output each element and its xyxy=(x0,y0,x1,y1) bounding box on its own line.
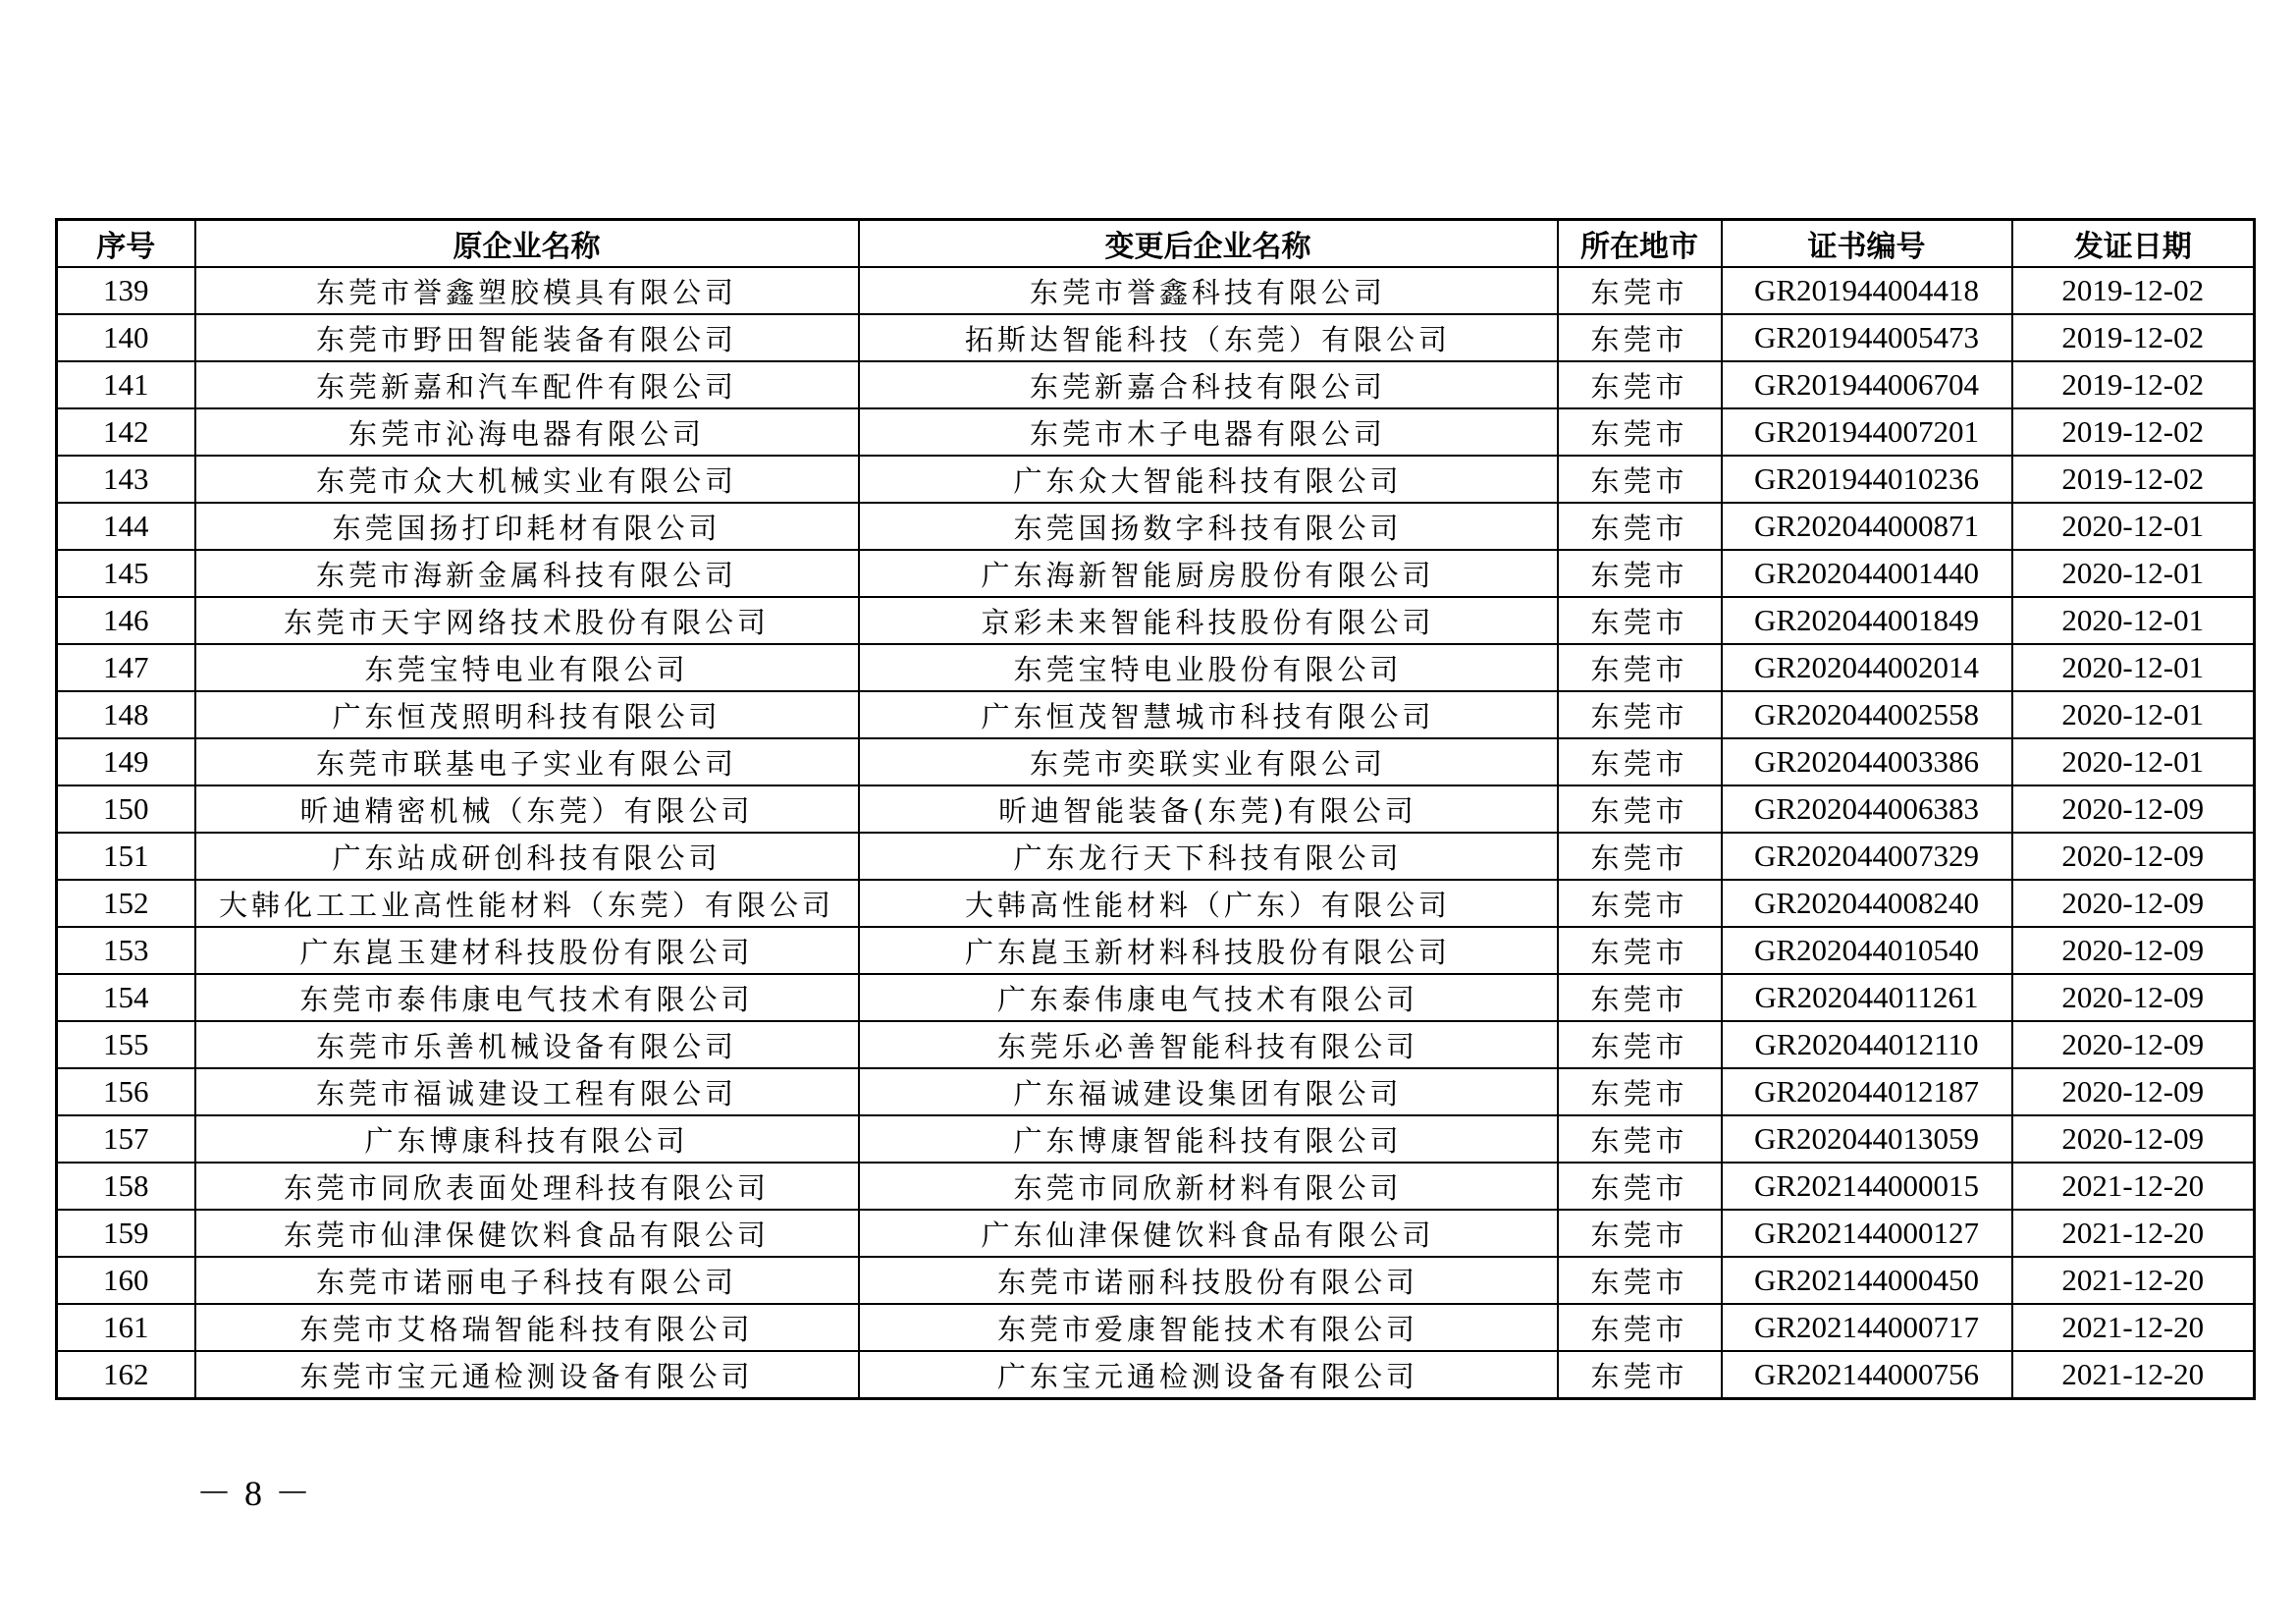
cell-original-company-name: 东莞市诺丽电子科技有限公司 xyxy=(195,1257,859,1304)
cell-city: 东莞市 xyxy=(1558,644,1722,691)
cell-issue-date: 2020-12-09 xyxy=(2012,974,2255,1021)
cell-serial-number: 141 xyxy=(57,361,195,408)
cell-original-company-name: 东莞市野田智能装备有限公司 xyxy=(195,314,859,361)
cell-original-company-name: 东莞市仙津保健饮料食品有限公司 xyxy=(195,1210,859,1257)
cell-issue-date: 2020-12-09 xyxy=(2012,1115,2255,1163)
table-header-row xyxy=(57,220,2255,268)
cell-city: 东莞市 xyxy=(1558,1304,1722,1351)
table-row xyxy=(57,644,2255,691)
cell-certificate-number: GR202144000450 xyxy=(1722,1257,2012,1304)
cell-new-company-name: 东莞乐必善智能科技有限公司 xyxy=(859,1021,1558,1068)
cell-city: 东莞市 xyxy=(1558,927,1722,974)
table-row xyxy=(57,361,2255,408)
cell-serial-number: 160 xyxy=(57,1257,195,1304)
cell-city: 东莞市 xyxy=(1558,1115,1722,1163)
cell-new-company-name: 广东泰伟康电气技术有限公司 xyxy=(859,974,1558,1021)
table-row xyxy=(57,1068,2255,1115)
cell-issue-date: 2020-12-09 xyxy=(2012,927,2255,974)
cell-issue-date: 2021-12-20 xyxy=(2012,1163,2255,1210)
cell-issue-date: 2020-12-09 xyxy=(2012,880,2255,927)
cell-new-company-name: 拓斯达智能科技（东莞）有限公司 xyxy=(859,314,1558,361)
cell-serial-number: 161 xyxy=(57,1304,195,1351)
cell-city: 东莞市 xyxy=(1558,1257,1722,1304)
cell-certificate-number: GR202144000717 xyxy=(1722,1304,2012,1351)
cell-city: 东莞市 xyxy=(1558,503,1722,550)
cell-serial-number: 150 xyxy=(57,785,195,833)
cell-new-company-name: 东莞市誉鑫科技有限公司 xyxy=(859,267,1558,314)
cell-certificate-number: GR202044010540 xyxy=(1722,927,2012,974)
cell-serial-number: 159 xyxy=(57,1210,195,1257)
table-row xyxy=(57,691,2255,738)
cell-issue-date: 2021-12-20 xyxy=(2012,1304,2255,1351)
cell-original-company-name: 昕迪精密机械（东莞）有限公司 xyxy=(195,785,859,833)
cell-city: 东莞市 xyxy=(1558,361,1722,408)
cell-city: 东莞市 xyxy=(1558,1021,1722,1068)
table-row xyxy=(57,1257,2255,1304)
header-city: 所在地市 xyxy=(1558,220,1722,268)
cell-original-company-name: 东莞市海新金属科技有限公司 xyxy=(195,550,859,597)
cell-certificate-number: GR202044000871 xyxy=(1722,503,2012,550)
cell-city: 东莞市 xyxy=(1558,974,1722,1021)
cell-certificate-number: GR202044011261 xyxy=(1722,974,2012,1021)
table-row xyxy=(57,738,2255,785)
cell-city: 东莞市 xyxy=(1558,691,1722,738)
cell-original-company-name: 东莞市誉鑫塑胶模具有限公司 xyxy=(195,267,859,314)
cell-serial-number: 146 xyxy=(57,597,195,644)
cell-original-company-name: 东莞市艾格瑞智能科技有限公司 xyxy=(195,1304,859,1351)
header-serial-number: 序号 xyxy=(57,220,195,268)
cell-new-company-name: 昕迪智能装备(东莞)有限公司 xyxy=(859,785,1558,833)
cell-certificate-number: GR202144000015 xyxy=(1722,1163,2012,1210)
header-issue-date: 发证日期 xyxy=(2012,220,2255,268)
cell-certificate-number: GR202044002014 xyxy=(1722,644,2012,691)
cell-original-company-name: 大韩化工工业高性能材料（东莞）有限公司 xyxy=(195,880,859,927)
table-row xyxy=(57,456,2255,503)
cell-original-company-name: 东莞市天宇网络技术股份有限公司 xyxy=(195,597,859,644)
cell-city: 东莞市 xyxy=(1558,1210,1722,1257)
cell-original-company-name: 东莞市乐善机械设备有限公司 xyxy=(195,1021,859,1068)
cell-new-company-name: 广东宝元通检测设备有限公司 xyxy=(859,1351,1558,1399)
cell-serial-number: 162 xyxy=(57,1351,195,1399)
cell-new-company-name: 东莞宝特电业股份有限公司 xyxy=(859,644,1558,691)
cell-city: 东莞市 xyxy=(1558,267,1722,314)
cell-serial-number: 152 xyxy=(57,880,195,927)
cell-original-company-name: 东莞宝特电业有限公司 xyxy=(195,644,859,691)
cell-new-company-name: 广东海新智能厨房股份有限公司 xyxy=(859,550,1558,597)
cell-issue-date: 2020-12-01 xyxy=(2012,503,2255,550)
cell-issue-date: 2019-12-02 xyxy=(2012,267,2255,314)
cell-issue-date: 2020-12-01 xyxy=(2012,597,2255,644)
cell-certificate-number: GR202144000127 xyxy=(1722,1210,2012,1257)
cell-issue-date: 2019-12-02 xyxy=(2012,456,2255,503)
cell-certificate-number: GR201944004418 xyxy=(1722,267,2012,314)
cell-original-company-name: 东莞国扬打印耗材有限公司 xyxy=(195,503,859,550)
cell-issue-date: 2020-12-09 xyxy=(2012,1068,2255,1115)
cell-serial-number: 145 xyxy=(57,550,195,597)
cell-new-company-name: 广东恒茂智慧城市科技有限公司 xyxy=(859,691,1558,738)
cell-certificate-number: GR202044002558 xyxy=(1722,691,2012,738)
cell-issue-date: 2019-12-02 xyxy=(2012,408,2255,456)
cell-issue-date: 2021-12-20 xyxy=(2012,1257,2255,1304)
table-row xyxy=(57,1304,2255,1351)
table-row xyxy=(57,1115,2255,1163)
cell-new-company-name: 京彩未来智能科技股份有限公司 xyxy=(859,597,1558,644)
table-row xyxy=(57,1163,2255,1210)
cell-issue-date: 2020-12-01 xyxy=(2012,691,2255,738)
cell-serial-number: 148 xyxy=(57,691,195,738)
table-row xyxy=(57,503,2255,550)
company-name-change-table xyxy=(55,218,2256,1400)
cell-issue-date: 2020-12-01 xyxy=(2012,550,2255,597)
cell-city: 东莞市 xyxy=(1558,785,1722,833)
cell-certificate-number: GR202044012187 xyxy=(1722,1068,2012,1115)
cell-serial-number: 157 xyxy=(57,1115,195,1163)
header-new-company-name: 变更后企业名称 xyxy=(859,220,1558,268)
table-row xyxy=(57,597,2255,644)
cell-original-company-name: 广东恒茂照明科技有限公司 xyxy=(195,691,859,738)
cell-city: 东莞市 xyxy=(1558,550,1722,597)
cell-city: 东莞市 xyxy=(1558,880,1722,927)
cell-certificate-number: GR201944005473 xyxy=(1722,314,2012,361)
cell-new-company-name: 东莞新嘉合科技有限公司 xyxy=(859,361,1558,408)
cell-original-company-name: 东莞市众大机械实业有限公司 xyxy=(195,456,859,503)
table-row xyxy=(57,408,2255,456)
header-certificate-number: 证书编号 xyxy=(1722,220,2012,268)
cell-certificate-number: GR202144000756 xyxy=(1722,1351,2012,1399)
cell-certificate-number: GR202044003386 xyxy=(1722,738,2012,785)
cell-serial-number: 147 xyxy=(57,644,195,691)
cell-original-company-name: 东莞市福诚建设工程有限公司 xyxy=(195,1068,859,1115)
cell-serial-number: 142 xyxy=(57,408,195,456)
cell-certificate-number: GR202044001849 xyxy=(1722,597,2012,644)
cell-original-company-name: 东莞市宝元通检测设备有限公司 xyxy=(195,1351,859,1399)
cell-city: 东莞市 xyxy=(1558,1163,1722,1210)
cell-serial-number: 154 xyxy=(57,974,195,1021)
cell-city: 东莞市 xyxy=(1558,1068,1722,1115)
cell-issue-date: 2020-12-01 xyxy=(2012,738,2255,785)
cell-city: 东莞市 xyxy=(1558,456,1722,503)
cell-issue-date: 2020-12-01 xyxy=(2012,644,2255,691)
cell-new-company-name: 广东龙行天下科技有限公司 xyxy=(859,833,1558,880)
cell-city: 东莞市 xyxy=(1558,738,1722,785)
cell-new-company-name: 广东崑玉新材料科技股份有限公司 xyxy=(859,927,1558,974)
cell-serial-number: 153 xyxy=(57,927,195,974)
cell-original-company-name: 东莞市联基电子实业有限公司 xyxy=(195,738,859,785)
cell-new-company-name: 大韩高性能材料（广东）有限公司 xyxy=(859,880,1558,927)
page-number: － 8 － xyxy=(196,1474,313,1513)
cell-new-company-name: 东莞市同欣新材料有限公司 xyxy=(859,1163,1558,1210)
table-row xyxy=(57,880,2255,927)
cell-certificate-number: GR202044007329 xyxy=(1722,833,2012,880)
cell-certificate-number: GR202044001440 xyxy=(1722,550,2012,597)
header-original-company-name: 原企业名称 xyxy=(195,220,859,268)
cell-city: 东莞市 xyxy=(1558,314,1722,361)
table-row xyxy=(57,1021,2255,1068)
cell-issue-date: 2020-12-09 xyxy=(2012,833,2255,880)
cell-new-company-name: 广东博康智能科技有限公司 xyxy=(859,1115,1558,1163)
cell-certificate-number: GR201944010236 xyxy=(1722,456,2012,503)
cell-serial-number: 143 xyxy=(57,456,195,503)
cell-issue-date: 2020-12-09 xyxy=(2012,1021,2255,1068)
cell-new-company-name: 广东仙津保健饮料食品有限公司 xyxy=(859,1210,1558,1257)
cell-new-company-name: 东莞市奕联实业有限公司 xyxy=(859,738,1558,785)
cell-serial-number: 149 xyxy=(57,738,195,785)
cell-new-company-name: 东莞市爱康智能技术有限公司 xyxy=(859,1304,1558,1351)
table-row xyxy=(57,550,2255,597)
cell-city: 东莞市 xyxy=(1558,1351,1722,1399)
cell-original-company-name: 东莞市同欣表面处理科技有限公司 xyxy=(195,1163,859,1210)
cell-city: 东莞市 xyxy=(1558,833,1722,880)
cell-certificate-number: GR202044013059 xyxy=(1722,1115,2012,1163)
table-row xyxy=(57,1351,2255,1399)
table-row xyxy=(57,1210,2255,1257)
cell-certificate-number: GR201944006704 xyxy=(1722,361,2012,408)
cell-issue-date: 2020-12-09 xyxy=(2012,785,2255,833)
cell-issue-date: 2019-12-02 xyxy=(2012,361,2255,408)
cell-certificate-number: GR202044012110 xyxy=(1722,1021,2012,1068)
cell-city: 东莞市 xyxy=(1558,597,1722,644)
cell-serial-number: 144 xyxy=(57,503,195,550)
cell-original-company-name: 东莞市沁海电器有限公司 xyxy=(195,408,859,456)
cell-certificate-number: GR202044006383 xyxy=(1722,785,2012,833)
cell-new-company-name: 东莞市木子电器有限公司 xyxy=(859,408,1558,456)
cell-new-company-name: 广东众大智能科技有限公司 xyxy=(859,456,1558,503)
cell-serial-number: 139 xyxy=(57,267,195,314)
cell-original-company-name: 东莞市泰伟康电气技术有限公司 xyxy=(195,974,859,1021)
cell-issue-date: 2019-12-02 xyxy=(2012,314,2255,361)
cell-original-company-name: 广东崑玉建材科技股份有限公司 xyxy=(195,927,859,974)
cell-new-company-name: 东莞市诺丽科技股份有限公司 xyxy=(859,1257,1558,1304)
table-row xyxy=(57,785,2255,833)
cell-issue-date: 2021-12-20 xyxy=(2012,1351,2255,1399)
table-row xyxy=(57,267,2255,314)
table-row xyxy=(57,927,2255,974)
cell-serial-number: 158 xyxy=(57,1163,195,1210)
cell-issue-date: 2021-12-20 xyxy=(2012,1210,2255,1257)
cell-original-company-name: 广东博康科技有限公司 xyxy=(195,1115,859,1163)
table-row xyxy=(57,833,2255,880)
cell-original-company-name: 东莞新嘉和汽车配件有限公司 xyxy=(195,361,859,408)
cell-new-company-name: 东莞国扬数字科技有限公司 xyxy=(859,503,1558,550)
cell-certificate-number: GR201944007201 xyxy=(1722,408,2012,456)
cell-certificate-number: GR202044008240 xyxy=(1722,880,2012,927)
table-row xyxy=(57,314,2255,361)
cell-city: 东莞市 xyxy=(1558,408,1722,456)
cell-serial-number: 155 xyxy=(57,1021,195,1068)
cell-serial-number: 140 xyxy=(57,314,195,361)
cell-new-company-name: 广东福诚建设集团有限公司 xyxy=(859,1068,1558,1115)
cell-original-company-name: 广东站成研创科技有限公司 xyxy=(195,833,859,880)
table-row xyxy=(57,974,2255,1021)
cell-serial-number: 151 xyxy=(57,833,195,880)
cell-serial-number: 156 xyxy=(57,1068,195,1115)
